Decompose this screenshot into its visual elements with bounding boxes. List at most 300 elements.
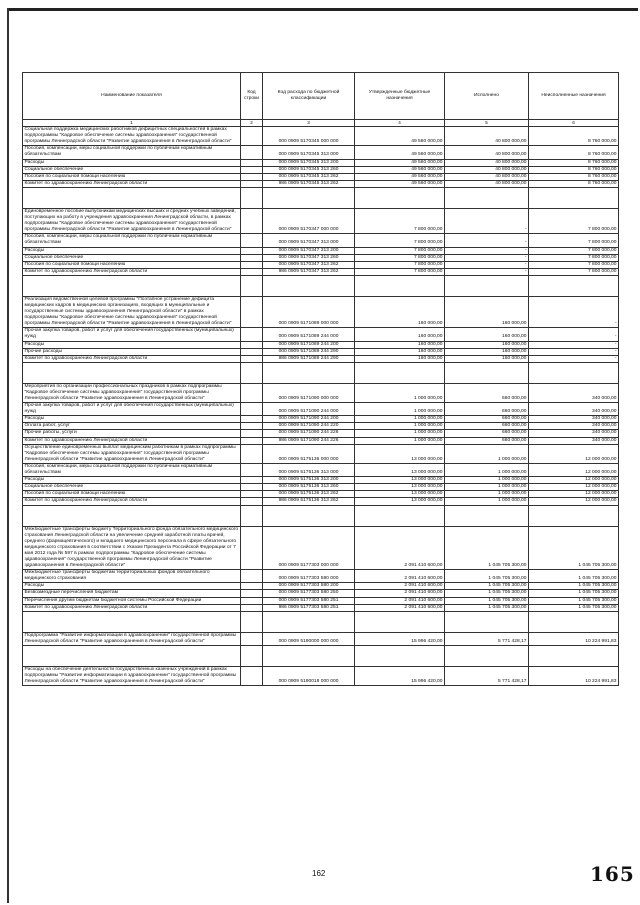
cell-approved-amount: 1 000 000,00 bbox=[355, 423, 445, 430]
spacer-row bbox=[23, 187, 619, 208]
cell-executed-amount: - bbox=[445, 234, 529, 247]
cell-budget-code: 986 0909 5170345 313 262 bbox=[263, 180, 355, 187]
table-row bbox=[23, 348, 619, 355]
col-header-approved: Утвержденные бюджетные назначения bbox=[355, 73, 445, 120]
table-row bbox=[23, 430, 619, 437]
cell-line-code bbox=[241, 423, 263, 430]
cell-indicator-name: Безвозмездные перечисления бюджетам bbox=[23, 590, 241, 597]
cell-unexecuted-amount: 12 000 000,00 bbox=[529, 444, 619, 463]
cell-unexecuted-amount: 12 000 000,00 bbox=[529, 484, 619, 491]
cell-unexecuted-amount: 12 000 000,00 bbox=[529, 491, 619, 498]
cell-indicator-name: Пособия, компенсации, меры социальной поддержки по публичным нормативным обязательствам bbox=[23, 463, 241, 476]
cell-line-code bbox=[241, 437, 263, 444]
cell-unexecuted-amount bbox=[529, 611, 619, 632]
header-row bbox=[23, 73, 619, 120]
cell-indicator-name bbox=[23, 275, 241, 296]
cell-line-code bbox=[241, 505, 263, 526]
cell-budget-code: 000 0909 5171090 244 220 bbox=[263, 423, 355, 430]
cell-approved-amount: 7 800 000,00 bbox=[355, 208, 445, 233]
cell-unexecuted-amount: 7 800 000,00 bbox=[529, 254, 619, 261]
cell-approved-amount: 2 091 410 600,00 bbox=[355, 583, 445, 590]
cell-unexecuted-amount: 12 000 000,00 bbox=[529, 477, 619, 484]
cell-unexecuted-amount: 1 045 705 300,00 bbox=[529, 526, 619, 570]
table-row bbox=[23, 570, 619, 583]
cell-unexecuted-amount: 10 224 991,83 bbox=[529, 632, 619, 645]
table-row bbox=[23, 463, 619, 476]
cell-unexecuted-amount: - bbox=[529, 348, 619, 355]
col-header-unexecuted: Неисполненные назначения bbox=[529, 73, 619, 120]
cell-budget-code: 000 0909 5177303 000 000 bbox=[263, 526, 355, 570]
table-row bbox=[23, 437, 619, 444]
table-row bbox=[23, 403, 619, 416]
cell-executed-amount bbox=[445, 275, 529, 296]
cell-unexecuted-amount bbox=[529, 645, 619, 666]
table-row bbox=[23, 341, 619, 348]
cell-executed-amount: 160 000,00 bbox=[445, 296, 529, 327]
cell-approved-amount: 49 560 000,00 bbox=[355, 127, 445, 146]
table-row bbox=[23, 444, 619, 463]
cell-budget-code: 000 0909 5175136 000 000 bbox=[263, 444, 355, 463]
cell-line-code bbox=[241, 597, 263, 604]
cell-indicator-name: Социальное обеспечение bbox=[23, 254, 241, 261]
cell-budget-code: 000 0909 5177303 580 250 bbox=[263, 590, 355, 597]
cell-approved-amount: 2 091 410 600,00 bbox=[355, 526, 445, 570]
table-row bbox=[23, 491, 619, 498]
cell-executed-amount bbox=[445, 505, 529, 526]
cell-indicator-name: Расходы bbox=[23, 159, 241, 166]
col-header-executed: Исполнено bbox=[445, 73, 529, 120]
cell-approved-amount: 49 560 000,00 bbox=[355, 180, 445, 187]
cell-approved-amount: 13 000 000,00 bbox=[355, 477, 445, 484]
table-row bbox=[23, 583, 619, 590]
cell-executed-amount: 160 000,00 bbox=[445, 341, 529, 348]
cell-budget-code: 000 0909 5171090 244 200 bbox=[263, 416, 355, 423]
cell-approved-amount: 13 000 000,00 bbox=[355, 498, 445, 505]
table-row bbox=[23, 247, 619, 254]
cell-budget-code: 986 0909 5177303 580 251 bbox=[263, 604, 355, 611]
table-row bbox=[23, 604, 619, 611]
cell-approved-amount: 13 000 000,00 bbox=[355, 463, 445, 476]
cell-line-code bbox=[241, 477, 263, 484]
cell-unexecuted-amount: 8 760 000,00 bbox=[529, 180, 619, 187]
spacer-row bbox=[23, 645, 619, 666]
cell-indicator-name: Комитет по здравоохранению Ленинградской области bbox=[23, 180, 241, 187]
table-row bbox=[23, 127, 619, 146]
cell-indicator-name: Пособия, компенсации, меры социальной поддержки по публичным нормативным обязательствам bbox=[23, 234, 241, 247]
table-row bbox=[23, 484, 619, 491]
cell-budget-code: 000 0909 5171089 244 000 bbox=[263, 328, 355, 341]
table-row bbox=[23, 526, 619, 570]
cell-line-code bbox=[241, 247, 263, 254]
col-number: 5 bbox=[445, 120, 529, 127]
cell-executed-amount: 160 000,00 bbox=[445, 328, 529, 341]
table-row bbox=[23, 416, 619, 423]
cell-budget-code: 000 0909 5171090 244 000 bbox=[263, 403, 355, 416]
cell-indicator-name: Единовременное пособие выпускникам медицинских высших и средних учебных заведений, поступающих на работу в учреждения здравоохранения Ленинградской области, в рамках подпрограммы "Кадровое обеспечение системы здравоохранения" государственной программы Ленинградской области "Развитие здравоохранения в Ленинградской области" bbox=[23, 208, 241, 233]
cell-executed-amount bbox=[445, 611, 529, 632]
cell-line-code bbox=[241, 645, 263, 666]
cell-approved-amount: 1 000 000,00 bbox=[355, 437, 445, 444]
cell-approved-amount: 160 000,00 bbox=[355, 328, 445, 341]
cell-executed-amount: 1 000 000,00 bbox=[445, 484, 529, 491]
cell-unexecuted-amount: 340 000,00 bbox=[529, 383, 619, 402]
cell-indicator-name: Пособия, компенсации, меры социальной поддержки по публичным нормативным обязательствам bbox=[23, 146, 241, 159]
spacer-row bbox=[23, 275, 619, 296]
cell-indicator-name bbox=[23, 187, 241, 208]
cell-budget-code bbox=[263, 645, 355, 666]
cell-executed-amount: 1 045 705 300,00 bbox=[445, 597, 529, 604]
cell-approved-amount: 15 996 420,00 bbox=[355, 666, 445, 685]
cell-approved-amount: 7 800 000,00 bbox=[355, 247, 445, 254]
cell-line-code bbox=[241, 166, 263, 173]
cell-indicator-name: Пособия по социальной помощи населению bbox=[23, 261, 241, 268]
cell-unexecuted-amount: 12 000 000,00 bbox=[529, 463, 619, 476]
table-row bbox=[23, 632, 619, 645]
cell-executed-amount: - bbox=[445, 247, 529, 254]
cell-executed-amount: 40 800 000,00 bbox=[445, 180, 529, 187]
cell-indicator-name: Прочая закупка товаров, работ и услуг для обеспечения государственных (муниципальных) нужд bbox=[23, 403, 241, 416]
cell-indicator-name: Социальная поддержка медицинских работников дефицитных специальностей в рамках подпрограммы "Кадровое обеспечение системы здравоохранения" государственной программы Ленинградской области "Развитие здравоохранения в Ленинградской области" bbox=[23, 127, 241, 146]
cell-budget-code bbox=[263, 187, 355, 208]
cell-line-code bbox=[241, 666, 263, 685]
cell-approved-amount: 1 000 000,00 bbox=[355, 430, 445, 437]
table-row bbox=[23, 180, 619, 187]
cell-budget-code: 000 0909 5170347 313 260 bbox=[263, 254, 355, 261]
cell-approved-amount bbox=[355, 645, 445, 666]
cell-budget-code: 000 0909 5177303 580 200 bbox=[263, 583, 355, 590]
cell-line-code bbox=[241, 570, 263, 583]
cell-indicator-name: Комитет по здравоохранению Ленинградской области bbox=[23, 268, 241, 275]
cell-executed-amount: 660 000,00 bbox=[445, 383, 529, 402]
cell-unexecuted-amount: 340 000,00 bbox=[529, 403, 619, 416]
cell-approved-amount: 49 560 000,00 bbox=[355, 159, 445, 166]
cell-line-code bbox=[241, 187, 263, 208]
cell-line-code bbox=[241, 604, 263, 611]
cell-executed-amount: - bbox=[445, 208, 529, 233]
cell-executed-amount bbox=[445, 362, 529, 383]
page-number: 162 bbox=[312, 869, 326, 878]
cell-executed-amount: 1 045 705 300,00 bbox=[445, 570, 529, 583]
col-number: 6 bbox=[529, 120, 619, 127]
cell-approved-amount: 15 996 420,00 bbox=[355, 632, 445, 645]
col-number: 1 bbox=[23, 120, 241, 127]
cell-line-code bbox=[241, 348, 263, 355]
cell-line-code bbox=[241, 583, 263, 590]
cell-line-code bbox=[241, 254, 263, 261]
cell-approved-amount: 1 000 000,00 bbox=[355, 383, 445, 402]
cell-line-code bbox=[241, 261, 263, 268]
cell-line-code bbox=[241, 275, 263, 296]
cell-indicator-name: Комитет по здравоохранению Ленинградской области bbox=[23, 604, 241, 611]
cell-executed-amount: 40 800 000,00 bbox=[445, 166, 529, 173]
cell-approved-amount bbox=[355, 362, 445, 383]
table-row bbox=[23, 261, 619, 268]
col-header-line-code: Код строки bbox=[241, 73, 263, 120]
cell-executed-amount: - bbox=[445, 261, 529, 268]
table-row bbox=[23, 383, 619, 402]
cell-executed-amount: 660 000,00 bbox=[445, 430, 529, 437]
cell-line-code bbox=[241, 383, 263, 402]
cell-indicator-name bbox=[23, 362, 241, 383]
cell-approved-amount: 7 800 000,00 bbox=[355, 268, 445, 275]
cell-budget-code: 000 0909 5170345 313 260 bbox=[263, 166, 355, 173]
cell-budget-code: 986 0909 5170347 313 262 bbox=[263, 268, 355, 275]
spacer-row bbox=[23, 611, 619, 632]
cell-line-code bbox=[241, 234, 263, 247]
cell-unexecuted-amount bbox=[529, 275, 619, 296]
cell-budget-code bbox=[263, 611, 355, 632]
cell-executed-amount: 660 000,00 bbox=[445, 403, 529, 416]
cell-line-code bbox=[241, 328, 263, 341]
cell-approved-amount: 7 800 000,00 bbox=[355, 234, 445, 247]
cell-unexecuted-amount: 8 760 000,00 bbox=[529, 159, 619, 166]
cell-approved-amount: 2 091 410 600,00 bbox=[355, 590, 445, 597]
cell-executed-amount: 1 045 705 300,00 bbox=[445, 526, 529, 570]
table-row bbox=[23, 254, 619, 261]
cell-unexecuted-amount: 10 224 991,83 bbox=[529, 666, 619, 685]
cell-indicator-name: Расходы bbox=[23, 341, 241, 348]
handwritten-page-stamp: 165 bbox=[590, 862, 635, 886]
cell-budget-code: 000 0909 5175136 313 000 bbox=[263, 463, 355, 476]
cell-unexecuted-amount: 340 000,00 bbox=[529, 430, 619, 437]
cell-unexecuted-amount: - bbox=[529, 328, 619, 341]
cell-executed-amount: 40 800 000,00 bbox=[445, 127, 529, 146]
cell-line-code bbox=[241, 362, 263, 383]
table-row bbox=[23, 268, 619, 275]
cell-line-code bbox=[241, 208, 263, 233]
cell-approved-amount: 7 800 000,00 bbox=[355, 261, 445, 268]
cell-executed-amount: 1 000 000,00 bbox=[445, 491, 529, 498]
cell-budget-code bbox=[263, 505, 355, 526]
cell-executed-amount: 40 800 000,00 bbox=[445, 159, 529, 166]
table-row bbox=[23, 590, 619, 597]
cell-budget-code: 986 0909 5171090 244 226 bbox=[263, 437, 355, 444]
table-row bbox=[23, 328, 619, 341]
cell-indicator-name: Оплата работ, услуг bbox=[23, 423, 241, 430]
cell-unexecuted-amount: 1 045 705 300,00 bbox=[529, 597, 619, 604]
cell-approved-amount: 2 091 410 600,00 bbox=[355, 570, 445, 583]
cell-line-code bbox=[241, 416, 263, 423]
cell-approved-amount bbox=[355, 505, 445, 526]
cell-line-code bbox=[241, 611, 263, 632]
table-body bbox=[23, 127, 619, 686]
cell-executed-amount: 1 000 000,00 bbox=[445, 498, 529, 505]
cell-indicator-name bbox=[23, 505, 241, 526]
cell-approved-amount: 160 000,00 bbox=[355, 355, 445, 362]
cell-indicator-name: Расходы на обеспечение деятельности государственных казенных учреждений в рамках подпрограммы "Развитие информатизации в здравоохранении" государственной программы Ленинградской области "Развитие здравоохранения в Ленинградской области" bbox=[23, 666, 241, 685]
cell-line-code bbox=[241, 403, 263, 416]
cell-executed-amount: 660 000,00 bbox=[445, 416, 529, 423]
cell-executed-amount: 5 771 428,17 bbox=[445, 632, 529, 645]
cell-budget-code: 000 0909 5170345 313 200 bbox=[263, 159, 355, 166]
cell-approved-amount: 13 000 000,00 bbox=[355, 484, 445, 491]
cell-budget-code: 000 0909 5171089 244 200 bbox=[263, 341, 355, 348]
table-row bbox=[23, 208, 619, 233]
cell-approved-amount: 2 091 410 600,00 bbox=[355, 604, 445, 611]
cell-executed-amount: 160 000,00 bbox=[445, 348, 529, 355]
cell-approved-amount: 160 000,00 bbox=[355, 296, 445, 327]
cell-indicator-name: Мероприятия по организации профессиональных праздников в рамках подпрограммы "Кадровое обеспечение системы здравоохранения" государственной программы Ленинградской области "Развитие здравоохранения в Ленинградской области" bbox=[23, 383, 241, 402]
cell-unexecuted-amount: 7 800 000,00 bbox=[529, 234, 619, 247]
cell-unexecuted-amount: 340 000,00 bbox=[529, 416, 619, 423]
cell-approved-amount: 49 560 000,00 bbox=[355, 173, 445, 180]
cell-indicator-name bbox=[23, 645, 241, 666]
left-border-line bbox=[7, 8, 9, 903]
cell-indicator-name: Расходы bbox=[23, 247, 241, 254]
cell-budget-code: 000 0909 5171090 000 000 bbox=[263, 383, 355, 402]
cell-budget-code: 000 0909 5177303 580 251 bbox=[263, 597, 355, 604]
cell-unexecuted-amount bbox=[529, 362, 619, 383]
col-number: 3 bbox=[263, 120, 355, 127]
cell-budget-code: 000 0909 5171090 244 226 bbox=[263, 430, 355, 437]
cell-indicator-name: Реализация ведомственной целевой программы "Поэтапное устранение дефицита медицинских кадров в медицинских организациях, входящих в муниципальные и государственные системы здравоохранения Ленинградской области" в рамках подпрограммы "Кадровое обеспечение системы здравоохранения" государственной программы Ленинградской области "Развитие здравоохранения в Ленинградской области" bbox=[23, 296, 241, 327]
cell-approved-amount: 49 560 000,00 bbox=[355, 146, 445, 159]
cell-executed-amount: 1 045 705 300,00 bbox=[445, 590, 529, 597]
cell-line-code bbox=[241, 526, 263, 570]
cell-indicator-name: Прочие расходы bbox=[23, 348, 241, 355]
cell-approved-amount: 1 000 000,00 bbox=[355, 403, 445, 416]
col-number: 4 bbox=[355, 120, 445, 127]
cell-line-code bbox=[241, 463, 263, 476]
cell-approved-amount: 49 560 000,00 bbox=[355, 166, 445, 173]
cell-budget-code: 000 0909 5170347 000 000 bbox=[263, 208, 355, 233]
cell-executed-amount: 1 000 000,00 bbox=[445, 477, 529, 484]
cell-executed-amount: 660 000,00 bbox=[445, 437, 529, 444]
cell-indicator-name: Прочая закупка товаров, работ и услуг для обеспечения государственных (муниципальных) нужд bbox=[23, 328, 241, 341]
cell-unexecuted-amount: 7 800 000,00 bbox=[529, 247, 619, 254]
cell-indicator-name: Межбюджетные трансферты бюджету Территориального фонда обязательного медицинского страхования Ленинградской области на увеличение средней заработной платы врачей, среднего (фармацевтического) и младшего медицинского персонала в сфере обязательного медицинского страхования в соответствии с Указом Президента Российской Федерации от 7 мая 2012 года № 597 в рамках подпрограммы "Кадровое обеспечение системы здравоохранения" государственной программы Ленинградской области "Развитие здравоохранения в Ленинградской области" bbox=[23, 526, 241, 570]
cell-line-code bbox=[241, 491, 263, 498]
table-row bbox=[23, 296, 619, 327]
cell-unexecuted-amount: - bbox=[529, 355, 619, 362]
cell-executed-amount: - bbox=[445, 268, 529, 275]
table-row bbox=[23, 146, 619, 159]
cell-approved-amount bbox=[355, 275, 445, 296]
cell-indicator-name: Осуществление единовременных выплат медицинским работникам в рамках подпрограммы "Кадровое обеспечение системы здравоохранения" государственной программы Ленинградской области "Развитие здравоохранения в Ленинградской области" bbox=[23, 444, 241, 463]
cell-line-code bbox=[241, 430, 263, 437]
cell-approved-amount: 160 000,00 bbox=[355, 341, 445, 348]
cell-budget-code: 000 0909 5171089 244 290 bbox=[263, 348, 355, 355]
cell-budget-code: 000 0909 5177303 580 000 bbox=[263, 570, 355, 583]
cell-executed-amount: 40 800 000,00 bbox=[445, 173, 529, 180]
cell-line-code bbox=[241, 484, 263, 491]
cell-unexecuted-amount: 7 800 000,00 bbox=[529, 268, 619, 275]
cell-line-code bbox=[241, 498, 263, 505]
cell-line-code bbox=[241, 173, 263, 180]
cell-indicator-name: Расходы bbox=[23, 477, 241, 484]
cell-indicator-name: Комитет по здравоохранению Ленинградской области bbox=[23, 437, 241, 444]
cell-budget-code: 986 0909 5171089 244 290 bbox=[263, 355, 355, 362]
cell-approved-amount: 13 000 000,00 bbox=[355, 491, 445, 498]
cell-executed-amount: 40 800 000,00 bbox=[445, 146, 529, 159]
cell-indicator-name: Расходы bbox=[23, 583, 241, 590]
cell-line-code bbox=[241, 146, 263, 159]
spacer-row bbox=[23, 362, 619, 383]
cell-budget-code: 000 0909 5175136 313 260 bbox=[263, 484, 355, 491]
cell-line-code bbox=[241, 159, 263, 166]
cell-budget-code bbox=[263, 362, 355, 383]
top-border-line bbox=[8, 8, 638, 11]
column-number-row bbox=[23, 120, 619, 127]
cell-indicator-name: Расходы bbox=[23, 416, 241, 423]
col-header-budget-code: Код расхода по бюджетной классификации bbox=[263, 73, 355, 120]
cell-executed-amount: 1 000 000,00 bbox=[445, 444, 529, 463]
spacer-row bbox=[23, 505, 619, 526]
cell-executed-amount: 5 771 428,17 bbox=[445, 666, 529, 685]
cell-line-code bbox=[241, 180, 263, 187]
cell-unexecuted-amount: 8 760 000,00 bbox=[529, 146, 619, 159]
cell-budget-code: 000 0909 5170345 000 000 bbox=[263, 127, 355, 146]
cell-budget-code: 000 0909 5170347 313 262 bbox=[263, 261, 355, 268]
table-row bbox=[23, 355, 619, 362]
cell-unexecuted-amount: 7 800 000,00 bbox=[529, 208, 619, 233]
table-row bbox=[23, 597, 619, 604]
cell-budget-code: 000 0909 5175136 313 262 bbox=[263, 491, 355, 498]
budget-execution-table bbox=[22, 72, 619, 686]
cell-unexecuted-amount bbox=[529, 187, 619, 208]
cell-indicator-name: Перечисления другим бюджетам бюджетной системы Российской Федерации bbox=[23, 597, 241, 604]
cell-unexecuted-amount: 340 000,00 bbox=[529, 423, 619, 430]
cell-indicator-name: Подпрограмма "Развитие информатизации в здравоохранении" государственной программы Ленинградской области "Развитие здравоохранения в Ленинградской области" bbox=[23, 632, 241, 645]
cell-unexecuted-amount: 1 045 705 300,00 bbox=[529, 590, 619, 597]
cell-budget-code: 000 0909 5175136 313 200 bbox=[263, 477, 355, 484]
cell-executed-amount: 660 000,00 bbox=[445, 423, 529, 430]
cell-executed-amount: 1 045 705 300,00 bbox=[445, 583, 529, 590]
cell-unexecuted-amount: 1 045 705 300,00 bbox=[529, 583, 619, 590]
cell-indicator-name bbox=[23, 611, 241, 632]
table-row bbox=[23, 173, 619, 180]
table-row bbox=[23, 423, 619, 430]
cell-budget-code: 000 0909 5171089 000 000 bbox=[263, 296, 355, 327]
table-row bbox=[23, 477, 619, 484]
cell-approved-amount bbox=[355, 611, 445, 632]
cell-budget-code: 000 0909 5170347 313 200 bbox=[263, 247, 355, 254]
cell-budget-code bbox=[263, 275, 355, 296]
cell-unexecuted-amount: 340 000,00 bbox=[529, 437, 619, 444]
table-row bbox=[23, 159, 619, 166]
cell-indicator-name: Социальное обеспечение bbox=[23, 484, 241, 491]
cell-approved-amount: 1 000 000,00 bbox=[355, 416, 445, 423]
cell-approved-amount bbox=[355, 187, 445, 208]
cell-line-code bbox=[241, 296, 263, 327]
cell-unexecuted-amount: - bbox=[529, 341, 619, 348]
cell-budget-code: 000 0909 5170345 313 000 bbox=[263, 146, 355, 159]
cell-unexecuted-amount: 8 760 000,00 bbox=[529, 166, 619, 173]
cell-line-code bbox=[241, 268, 263, 275]
cell-unexecuted-amount bbox=[529, 505, 619, 526]
cell-executed-amount bbox=[445, 645, 529, 666]
cell-unexecuted-amount: 8 760 000,00 bbox=[529, 173, 619, 180]
cell-unexecuted-amount: 1 045 705 300,00 bbox=[529, 604, 619, 611]
col-number: 2 bbox=[241, 120, 263, 127]
cell-executed-amount: 1 045 705 300,00 bbox=[445, 604, 529, 611]
cell-indicator-name: Пособия по социальной помощи населению bbox=[23, 491, 241, 498]
cell-executed-amount bbox=[445, 187, 529, 208]
cell-line-code bbox=[241, 341, 263, 348]
cell-line-code bbox=[241, 590, 263, 597]
cell-line-code bbox=[241, 632, 263, 645]
cell-indicator-name: Прочие работы, услуги bbox=[23, 430, 241, 437]
cell-unexecuted-amount: 7 800 000,00 bbox=[529, 261, 619, 268]
cell-indicator-name: Комитет по здравоохранению Ленинградской области bbox=[23, 498, 241, 505]
table-row bbox=[23, 666, 619, 685]
cell-budget-code: 000 0909 5190018 000 000 bbox=[263, 666, 355, 685]
cell-line-code bbox=[241, 127, 263, 146]
table-row bbox=[23, 498, 619, 505]
cell-budget-code: 986 0909 5175136 313 262 bbox=[263, 498, 355, 505]
table-row bbox=[23, 234, 619, 247]
cell-line-code bbox=[241, 355, 263, 362]
